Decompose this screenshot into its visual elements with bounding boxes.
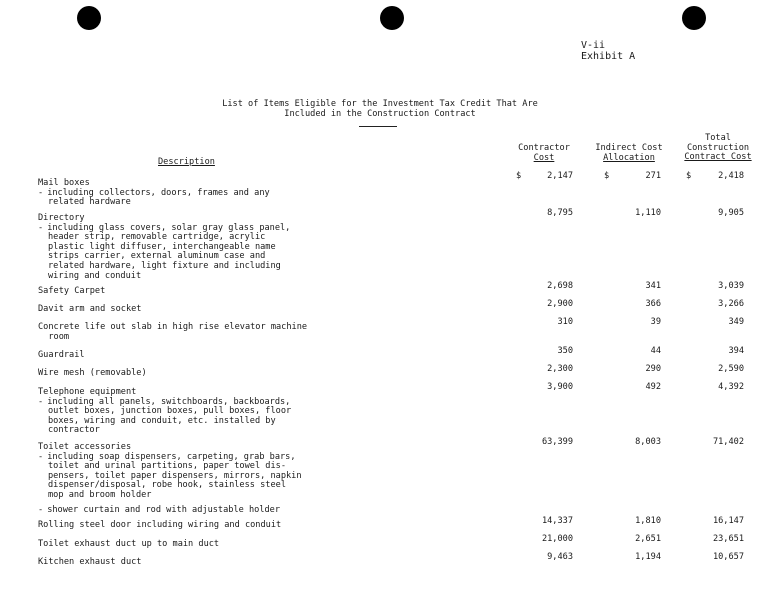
- contractor-cost-value: 14,337: [541, 516, 573, 526]
- line-item: [38, 540, 348, 550]
- line-item-detail: - including glass covers, solar gray glass panel, header strip, removable cartridge, acrylic plastic light diffuser, interchangeable name strips carrier, external aluminum case and related hardware, light fixture and including wiring and conduit: [38, 222, 291, 281]
- total-cost-value: 394: [728, 346, 744, 356]
- line-item: [38, 369, 348, 379]
- line-item-label: Concrete life out slab in high rise elevator machine room: [38, 322, 308, 342]
- line-item-detail: - including collectors, doors, frames and any related hardware: [38, 187, 270, 208]
- line-item: [38, 323, 348, 342]
- contractor-cost-value: 2,300: [547, 364, 573, 374]
- line-item-label: Davit arm and socket: [38, 304, 142, 314]
- line-item: [38, 558, 348, 568]
- line-item-detail: - including all panels, switchboards, backboards, outlet boxes, junction boxes, pull boxes, floor boxes, wiring and conduit, etc. installed by contractor: [38, 396, 292, 436]
- line-item-label: Mail boxes: [38, 178, 90, 188]
- line-item-label: Kitchen exhaust duct: [38, 557, 142, 567]
- line-item-label: Rolling steel door including wiring and conduit: [38, 520, 282, 530]
- line-item: [38, 443, 348, 515]
- total-cost-value: 71,402: [712, 437, 744, 447]
- contractor-cost-value: 3,900: [547, 382, 573, 392]
- page-reference: V-ii Exhibit A: [581, 40, 636, 62]
- currency-symbol-total: $: [686, 171, 692, 181]
- binder-hole-left: [77, 6, 101, 30]
- indirect-cost-value: 1,194: [635, 552, 661, 562]
- indirect-cost-value: 44: [650, 346, 661, 356]
- line-item-label: Toilet accessories: [38, 442, 132, 452]
- total-cost-value: 4,392: [718, 382, 744, 392]
- total-cost-value: 2,590: [718, 364, 744, 374]
- total-cost-value: 16,147: [712, 516, 744, 526]
- document-title: List of Items Eligible for the Investment Tax Credit That Are Included in the Construction Contract: [222, 99, 538, 119]
- indirect-cost-value: 341: [645, 281, 661, 291]
- binder-hole-center: [380, 6, 404, 30]
- title-divider: [359, 126, 397, 127]
- line-item-label: Telephone equipment: [38, 387, 137, 397]
- line-item: [38, 179, 348, 208]
- contractor-cost-value: 2,147: [547, 171, 573, 181]
- line-item-label: Guardrail: [38, 350, 85, 360]
- column-header-description: Description: [158, 157, 215, 167]
- line-item-label: Directory: [38, 213, 85, 223]
- indirect-cost-value: 271: [645, 171, 661, 181]
- line-item-label: Wire mesh (removable): [38, 368, 147, 378]
- contractor-cost-value: 310: [557, 317, 573, 327]
- line-item: [38, 305, 348, 315]
- column-header-indirect-cost: Indirect Cost Allocation: [595, 143, 663, 163]
- indirect-cost-value: 1,110: [635, 208, 661, 218]
- line-item-detail: - shower curtain and rod with adjustable holder: [38, 504, 281, 515]
- line-item: [38, 287, 348, 297]
- total-cost-value: 3,039: [718, 281, 744, 291]
- column-header-total-cost: Total Construction Contract Cost: [684, 133, 752, 163]
- total-cost-value: 3,266: [718, 299, 744, 309]
- total-cost-value: 2,418: [718, 171, 744, 181]
- indirect-cost-value: 39: [650, 317, 661, 327]
- currency-symbol-contractor: $: [516, 171, 522, 181]
- total-cost-value: 349: [728, 317, 744, 327]
- contractor-cost-value: 63,399: [541, 437, 573, 447]
- line-item: [38, 214, 348, 281]
- contractor-cost-value: 9,463: [547, 552, 573, 562]
- line-item-label: Safety Carpet: [38, 286, 106, 296]
- contractor-cost-value: 2,698: [547, 281, 573, 291]
- line-item: [38, 521, 348, 531]
- indirect-cost-value: 366: [645, 299, 661, 309]
- indirect-cost-value: 492: [645, 382, 661, 392]
- binder-hole-right: [682, 6, 706, 30]
- contractor-cost-value: 2,900: [547, 299, 573, 309]
- total-cost-value: 23,651: [712, 534, 744, 544]
- line-item-label: Toilet exhaust duct up to main duct: [38, 539, 220, 549]
- contractor-cost-value: 8,795: [547, 208, 573, 218]
- indirect-cost-value: 1,810: [635, 516, 661, 526]
- indirect-cost-value: 290: [645, 364, 661, 374]
- column-header-contractor-cost: Contractor Cost: [518, 143, 570, 163]
- currency-symbol-indirect: $: [604, 171, 610, 181]
- line-item: [38, 388, 348, 436]
- total-cost-value: 10,657: [712, 552, 744, 562]
- line-item-detail: - including soap dispensers, carpeting, grab bars, toilet and urinal partitions, paper towel dis- pensers, toilet paper dispensers, mirrors, napkin dispenser/disposal, robe hook, stainless steel mop and broom holder: [38, 451, 302, 500]
- total-cost-value: 9,905: [718, 208, 744, 218]
- indirect-cost-value: 8,003: [635, 437, 661, 447]
- contractor-cost-value: 21,000: [541, 534, 573, 544]
- contractor-cost-value: 350: [557, 346, 573, 356]
- line-item: [38, 351, 348, 361]
- indirect-cost-value: 2,651: [635, 534, 661, 544]
